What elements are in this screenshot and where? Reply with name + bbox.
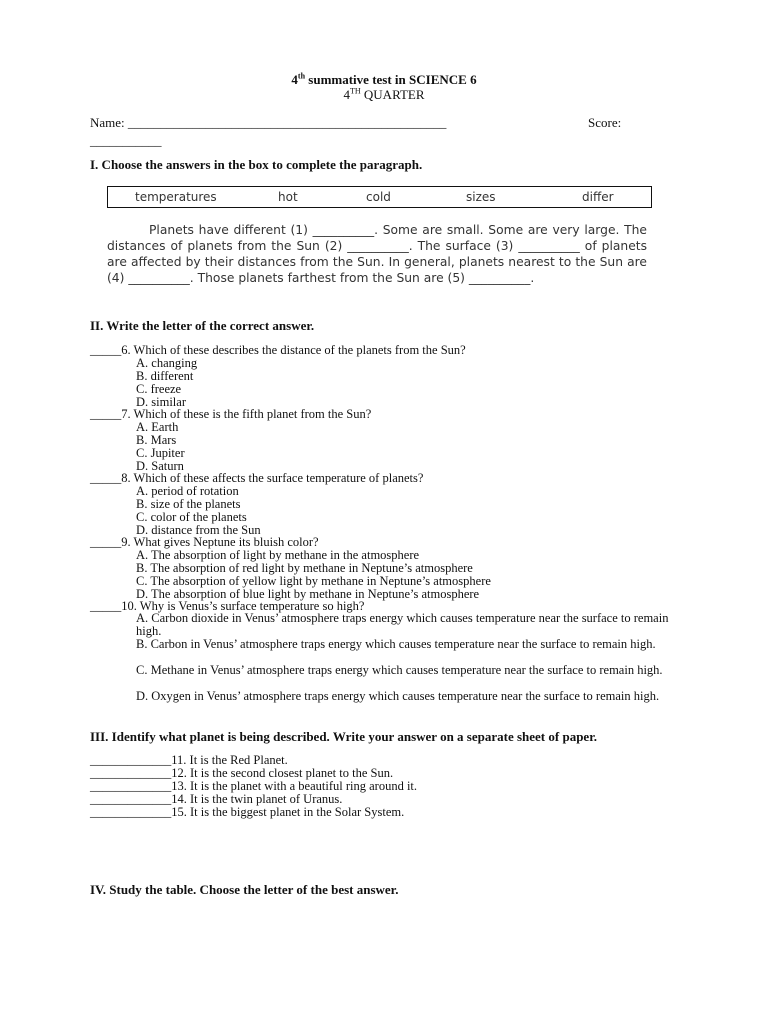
paragraph-text: Planets have different (1) __________. Some are small. Some are very large. The distances of planets from the Sun (2) __________. The surface (3) __________ of planets are affected by their distances from the Sun. In general, planets nearest to the Sun are (4) __________. Those planets farthest from the Sun are (5) __________. [107,223,647,285]
option: C. color of the planets [136,510,247,524]
option: B. different [136,369,194,383]
score-field[interactable]: ___________ [90,133,162,148]
option: D. The absorption of blue light by methane in Neptune’s atmosphere [136,587,480,601]
identify-item-12: _____________12. It is the second closest planet to the Sun. [90,766,394,780]
identify-item-13: _____________13. It is the planet with a beautiful ring around it. [90,779,418,793]
question-10: _____10. Why is Venus’s surface temperature so high? [90,599,365,613]
option: B. Carbon in Venus’ atmosphere traps energy which causes temperature near the surface to remain high. [136,637,656,651]
option: C. The absorption of yellow light by methane in Neptune’s atmosphere [136,574,491,588]
question-6: _____6. Which of these describes the distance of the planets from the Sun? [90,343,466,357]
score-label: Score: [588,115,622,130]
option: D. Saturn [136,459,184,473]
word-box-item: sizes [466,190,496,204]
section-2-heading: II. Write the letter of the correct answer. [90,318,315,333]
section-4-heading: IV. Study the table. Choose the letter of the best answer. [90,882,399,897]
identify-item-14: _____________14. It is the twin planet of Uranus. [90,792,343,806]
name-field[interactable]: Name: _________________________________________________ [90,115,447,130]
word-box-item: temperatures [135,190,217,204]
option: B. Mars [136,433,177,447]
word-box-item: differ [582,190,614,204]
word-box-item: hot [278,190,298,204]
question-9: _____9. What gives Neptune its bluish color? [90,535,319,549]
option: C. freeze [136,382,182,396]
fill-in-paragraph [107,222,647,286]
option: D. similar [136,395,186,409]
word-box-item: cold [366,190,391,204]
word-box [107,186,652,208]
option: D. Oxygen in Venus’ atmosphere traps energy which causes temperature near the surface to remain high. [136,689,660,703]
option: A. The absorption of light by methane in the atmosphere [136,548,420,562]
option: A. Carbon dioxide in Venus’ atmosphere traps energy which causes temperature near the surface to remain high. [136,611,669,638]
option: C. Methane in Venus’ atmosphere traps energy which causes temperature near the surface to remain high. [136,663,663,677]
identify-item-15: _____________15. It is the biggest planet in the Solar System. [90,805,405,819]
question-8: _____8. Which of these affects the surface temperature of planets? [90,471,424,485]
section-1-heading: I. Choose the answers in the box to complete the paragraph. [90,157,423,172]
section-3-heading: III. Identify what planet is being described. Write your answer on a separate sheet of paper. [90,729,598,744]
option: B. size of the planets [136,497,241,511]
question-7: _____7. Which of these is the fifth planet from the Sun? [90,407,372,421]
quarter-label: 4TH QUARTER [343,86,425,102]
option: B. The absorption of red light by methane in Neptune’s atmosphere [136,561,473,575]
option: D. distance from the Sun [136,523,261,537]
identify-item-11: _____________11. It is the Red Planet. [90,753,288,767]
option: A. Earth [136,420,179,434]
option: A. changing [136,356,198,370]
option: C. Jupiter [136,446,185,460]
option: A. period of rotation [136,484,239,498]
test-title: 4th summative test in SCIENCE 6 [291,71,477,87]
